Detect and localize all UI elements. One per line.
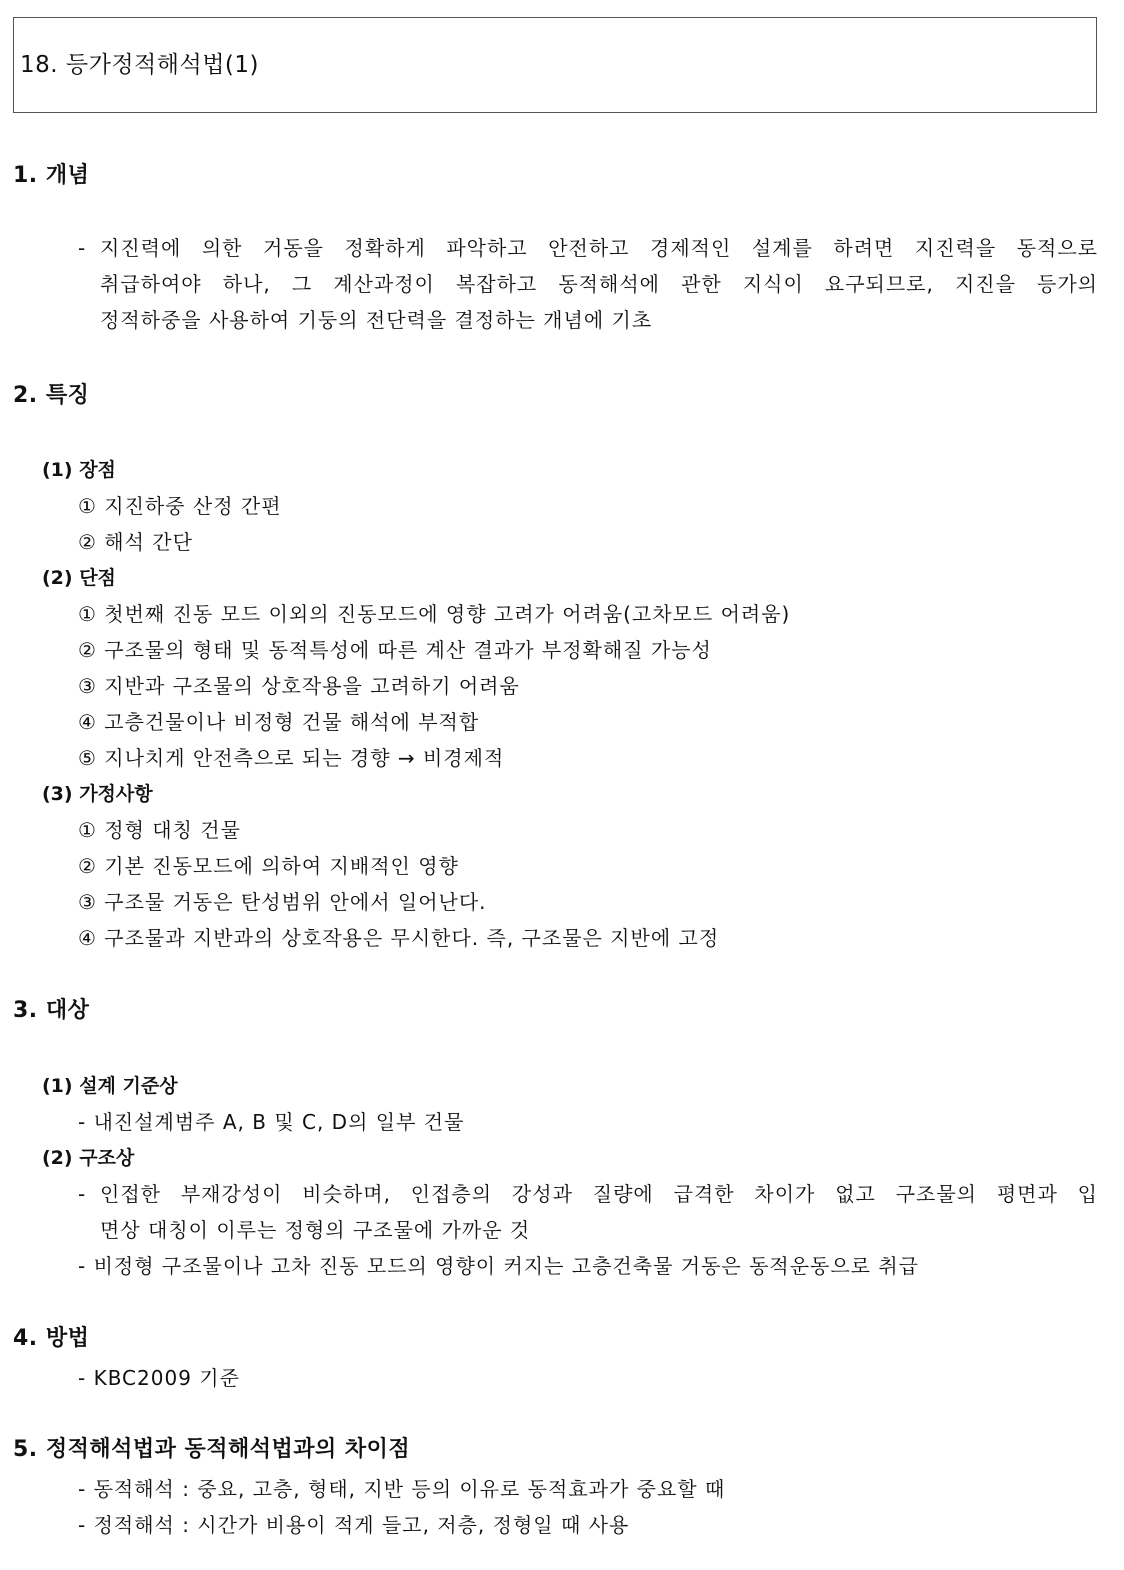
disadvantage-item: ② 구조물의 형태 및 동적특성에 따른 계산 결과가 부정확해질 가능성: [78, 638, 712, 662]
disadvantage-item: ④ 고층건물이나 비정형 건물 해석에 부적합: [78, 710, 480, 734]
structural-line-2: 면상 대칭이 이루는 정형의 구조물에 가까운 것: [100, 1218, 531, 1242]
concept-line-3: 정적하중을 사용하여 기둥의 전단력을 결정하는 개념에 기초: [100, 308, 653, 332]
section-heading-difference: 5. 정적해석법과 동적해석법과의 차이점: [13, 1437, 411, 1462]
concept-paragraph: [78, 230, 1098, 338]
concept-line-2: 취급하여야 하나, 그 계산과정이 복잡하고 동적해석에 관한 지식이 요구되므로, 지진을 등가의: [100, 272, 1098, 296]
difference-item: - 동적해석 : 중요, 고층, 형태, 지반 등의 이유로 동적효과가 중요할 때: [78, 1477, 726, 1501]
section-heading-target: 3. 대상: [13, 998, 90, 1023]
advantage-item: ② 해석 간단: [78, 530, 193, 554]
disadvantage-item: ⑤ 지나치게 안전측으로 되는 경향 → 비경제적: [78, 746, 505, 770]
section-heading-concept: 1. 개념: [13, 163, 90, 188]
bullet-dash: -: [78, 236, 87, 260]
subheading-disadvantages: (2) 단점: [42, 567, 116, 589]
design-basis-item: - 내진설계범주 A, B 및 C, D의 일부 건물: [78, 1110, 465, 1134]
advantage-item: ① 지진하중 산정 간편: [78, 494, 282, 518]
concept-line-1: 지진력에 의한 거동을 정확하게 파악하고 안전하고 경제적인 설계를 하려면 지진력을 동적으로: [100, 236, 1098, 260]
structural-item: - 비정형 구조물이나 고차 진동 모드의 영향이 커지는 고층건축물 거동은 동적운동으로 취급: [78, 1254, 919, 1278]
structural-line-1: 인접한 부재강성이 비슷하며, 인접층의 강성과 질량에 급격한 차이가 없고 구조물의 평면과 입: [100, 1182, 1098, 1206]
subheading-structural: (2) 구조상: [42, 1147, 135, 1169]
disadvantage-item: ③ 지반과 구조물의 상호작용을 고려하기 어려움: [78, 674, 520, 698]
bullet-dash: -: [78, 1182, 87, 1206]
assumption-item: ② 기본 진동모드에 의하여 지배적인 영향: [78, 854, 459, 878]
subheading-advantages: (1) 장점: [42, 459, 116, 481]
assumption-item: ③ 구조물 거동은 탄성범위 안에서 일어난다.: [78, 890, 487, 914]
title-box: [13, 17, 1097, 113]
section-heading-features: 2. 특징: [13, 383, 90, 408]
method-item: - KBC2009 기준: [78, 1366, 240, 1390]
structural-paragraph: [78, 1176, 1098, 1248]
subheading-design-basis: (1) 설계 기준상: [42, 1075, 178, 1097]
disadvantage-item: ① 첫번째 진동 모드 이외의 진동모드에 영향 고려가 어려움(고차모드 어려움): [78, 602, 791, 626]
section-heading-method: 4. 방법: [13, 1326, 90, 1351]
subheading-assumptions: (3) 가정사항: [42, 783, 153, 805]
document-title: 18. 등가정적해석법(1): [20, 52, 259, 78]
assumption-item: ④ 구조물과 지반과의 상호작용은 무시한다. 즉, 구조물은 지반에 고정: [78, 926, 720, 950]
assumption-item: ① 정형 대칭 건물: [78, 818, 241, 842]
difference-item: - 정적해석 : 시간가 비용이 적게 들고, 저층, 정형일 때 사용: [78, 1513, 630, 1537]
